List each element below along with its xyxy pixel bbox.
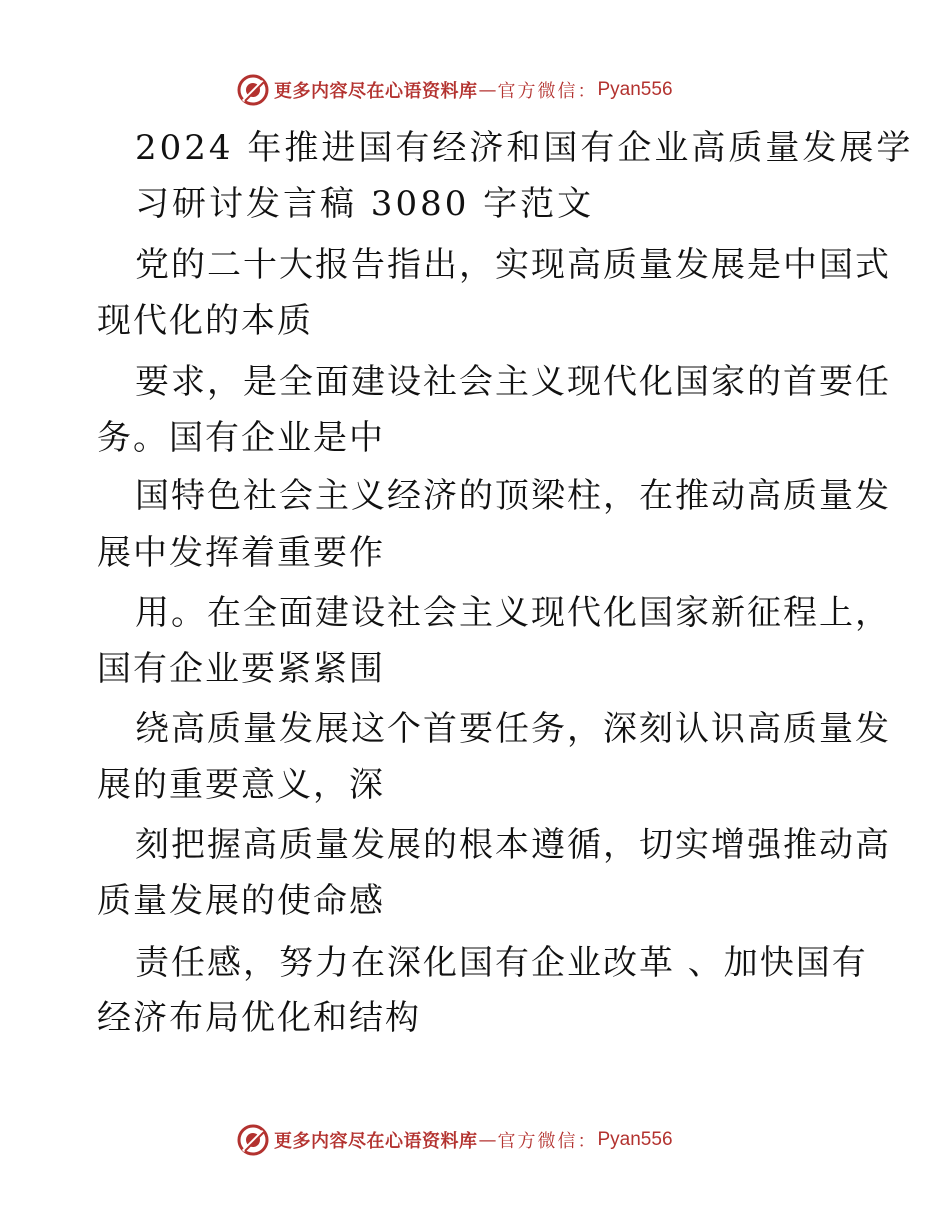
paragraph-line: 要求，是全面建设社会主义现代化国家的首要任 [135,362,891,402]
banner-dash: — [478,1129,497,1151]
document-title-line-1: 2024 年推进国有经济和国有企业高质量发展学 [135,128,914,168]
banner-main-text: 更多内容尽在心语资料库 [274,81,478,102]
paragraph-line: 现代化的本质 [97,301,313,341]
paragraph-line: 展的重要意义，深 [97,765,385,805]
banner-main-text: 更多内容尽在心语资料库 [274,1131,478,1152]
paragraph-line: 展中发挥着重要作 [97,533,385,573]
seal-logo-icon [236,1123,270,1157]
header-banner [236,72,673,108]
banner-dash: — [478,79,497,101]
banner-wechat-id: Pyan556 [597,79,673,100]
banner-official-label: 官方微信： [497,1131,598,1152]
paragraph-line: 质量发展的使命感 [97,881,385,921]
paragraph-line: 绕高质量发展这个首要任务，深刻认识高质量发 [135,709,891,749]
banner-wechat-id: Pyan556 [597,1129,673,1150]
document-title-line-2: 习研讨发言稿 3080 字范文 [135,184,595,224]
paragraph-line: 经济布局优化和结构 [97,998,421,1038]
paragraph-line: 国特色社会主义经济的顶梁柱，在推动高质量发 [135,476,891,516]
paragraph-line: 用。在全面建设社会主义现代化国家新征程上， [135,593,891,633]
paragraph-line: 责任感，努力在深化国有企业改革 、加快国有 [135,943,868,983]
paragraph-line: 务。国有企业是中 [97,418,385,458]
paragraph-line: 刻把握高质量发展的根本遵循，切实增强推动高 [135,825,891,865]
seal-logo-icon [236,73,270,107]
footer-banner [236,1122,673,1158]
paragraph-line: 党的二十大报告指出，实现高质量发展是中国式 [135,245,891,285]
paragraph-line: 国有企业要紧紧围 [97,649,385,689]
banner-official-label: 官方微信： [497,81,598,102]
